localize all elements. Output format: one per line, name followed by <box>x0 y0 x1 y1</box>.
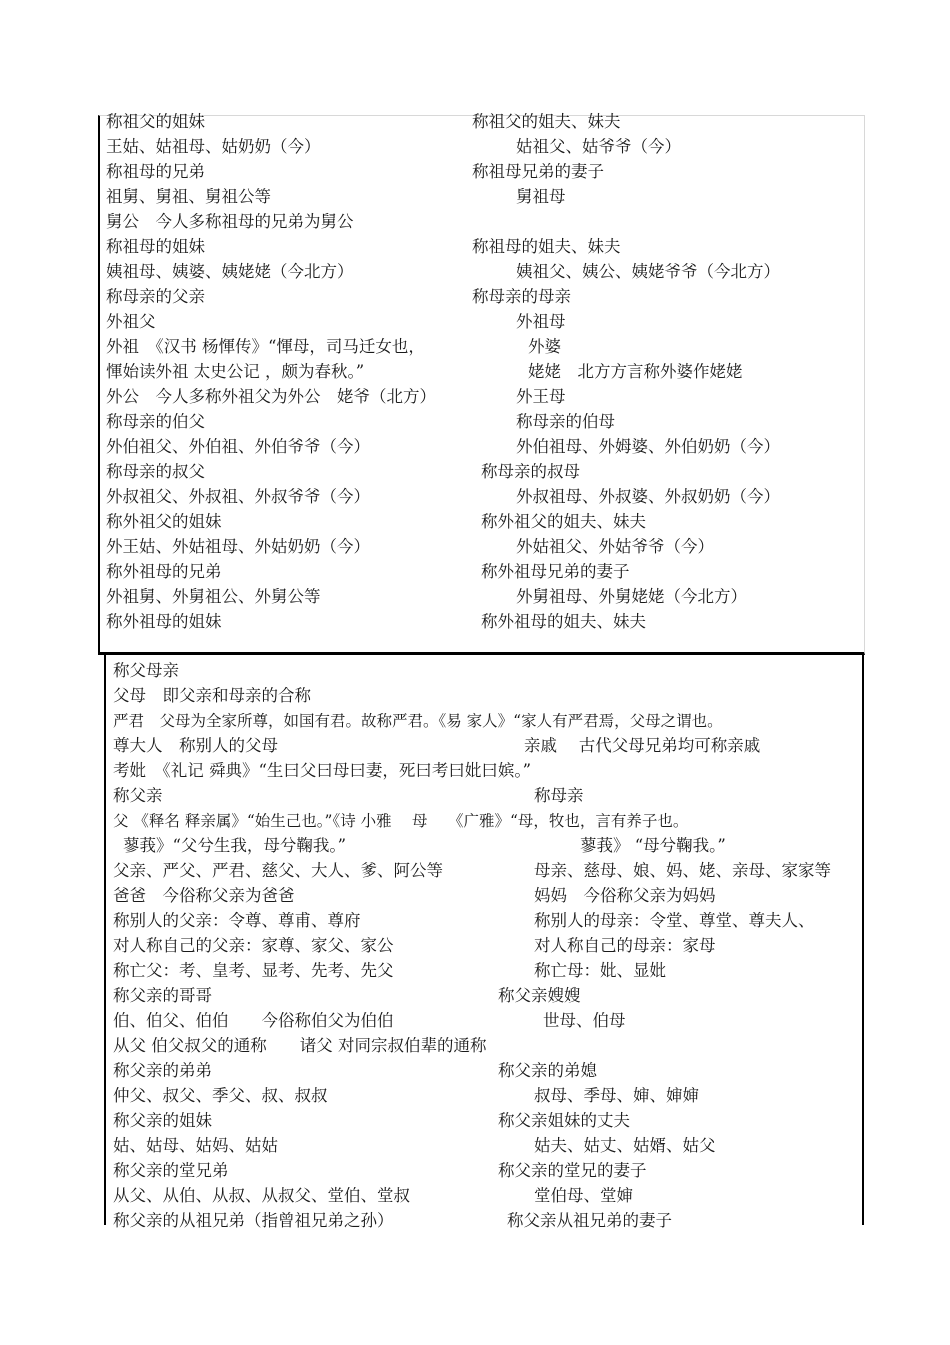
text-line: 称祖母的兄弟 <box>106 162 205 181</box>
text-line: 称祖母兄弟的妻子 <box>472 162 604 181</box>
text-line: 称父亲的堂兄弟 <box>113 1161 229 1180</box>
text-line: 称父亲的姐妹 <box>113 1111 212 1130</box>
text-line: 蓼莪》 “母兮鞠我。” <box>580 836 726 855</box>
text-line: 称父亲的哥哥 <box>113 986 212 1005</box>
text-line: 外祖母 <box>516 312 566 331</box>
text-line: 外王母 <box>516 387 566 406</box>
text-line: 称母亲的叔母 <box>481 462 580 481</box>
text-line: 祖舅、舅祖、舅祖公等 <box>106 187 271 206</box>
text-line: 姨祖父、姨公、姨姥爷爷（今北方） <box>516 262 780 281</box>
text-line: 考妣 《礼记 舜典》“生曰父曰母曰妻，死曰考曰妣曰嫔。” <box>113 761 532 780</box>
text-line: 舅祖母 <box>516 187 566 206</box>
text-line: 称父亲的弟媳 <box>498 1061 597 1080</box>
text-line: 惲始读外祖 太史公记 ，颇为春秋。” <box>106 362 365 381</box>
text-line: 称外祖母的姐夫、妹夫 <box>481 612 646 631</box>
text-line: 仲父、叔父、季父、叔、叔叔 <box>113 1086 328 1105</box>
text-line: 称父亲的弟弟 <box>113 1061 212 1080</box>
text-line: 妈妈 今俗称父亲为妈妈 <box>534 886 716 905</box>
text-line: 蓼莪》“父兮生我，母兮鞠我。” <box>123 836 347 855</box>
text-line: 亲戚 古代父母兄弟均可称亲戚 <box>524 736 761 755</box>
text-line: 称外祖母的兄弟 <box>106 562 222 581</box>
text-line: 爸爸 今俗称父亲为爸爸 <box>113 886 295 905</box>
text-line: 外叔祖母、外叔婆、外叔奶奶（今） <box>516 487 780 506</box>
text-line: 称外祖父的姐妹 <box>106 512 222 531</box>
text-line: 称母亲的叔父 <box>106 462 205 481</box>
text-line: 称父亲从祖兄弟的妻子 <box>507 1211 672 1230</box>
text-line: 称外祖母兄弟的妻子 <box>481 562 630 581</box>
text-line: 外叔祖父、外叔祖、外叔爷爷（今） <box>106 487 370 506</box>
text-line: 外舅祖母、外舅姥姥（今北方） <box>516 587 747 606</box>
text-line: 世母、伯母 <box>543 1011 626 1030</box>
text-line: 外祖父 <box>106 312 156 331</box>
text-line: 尊大人 称别人的父母 <box>113 736 278 755</box>
text-line: 姑夫、姑丈、姑婿、姑父 <box>534 1136 716 1155</box>
text-line: 堂伯母、堂婶 <box>534 1186 633 1205</box>
text-line: 称外祖母的姐妹 <box>106 612 222 631</box>
text-line: 称父亲姐妹的丈夫 <box>498 1111 630 1130</box>
text-line: 称母亲 <box>534 786 584 805</box>
text-line: 称父亲的堂兄的妻子 <box>498 1161 647 1180</box>
text-line: 外公 今人多称外祖父为外公 姥爷（北方） <box>106 387 436 406</box>
text-line: 对人称自己的父亲：家尊、家父、家公 <box>113 936 394 955</box>
text-line: 称别人的母亲：令堂、尊堂、尊夫人、 <box>534 911 815 930</box>
text-line: 姥姥 北方方言称外婆作姥姥 <box>528 362 743 381</box>
text-line: 王姑、姑祖母、姑奶奶（今） <box>106 137 321 156</box>
text-line: 称母亲的伯母 <box>516 412 615 431</box>
text-line: 外婆 <box>528 337 561 356</box>
text-line: 称亡母：妣、显妣 <box>534 961 666 980</box>
text-line: 称父母亲 <box>113 661 179 680</box>
text-line: 称祖母的姐夫、妹夫 <box>472 237 621 256</box>
text-line: 称母亲的伯父 <box>106 412 205 431</box>
text-line: 舅公 今人多称祖母的兄弟为舅公 <box>106 212 354 231</box>
text-line: 称祖父的姐夫、妹夫 <box>472 112 621 131</box>
text-line: 伯、伯父、伯伯 今俗称伯父为伯伯 <box>113 1011 394 1030</box>
text-line: 称父亲 <box>113 786 163 805</box>
text-line: 称祖母的姐妹 <box>106 237 205 256</box>
text-line: 姨祖母、姨婆、姨姥姥（今北方） <box>106 262 354 281</box>
text-line: 姑、姑母、姑妈、姑姑 <box>113 1136 278 1155</box>
text-line: 从父、从伯、从叔、从叔父、堂伯、堂叔 <box>113 1186 410 1205</box>
text-line: 外祖舅、外舅祖公、外舅公等 <box>106 587 321 606</box>
text-line: 对人称自己的母亲：家母 <box>534 936 716 955</box>
text-line: 称父亲嫂嫂 <box>498 986 581 1005</box>
text-line: 称母亲的父亲 <box>106 287 205 306</box>
text-line: 称母亲的母亲 <box>472 287 571 306</box>
text-line: 称外祖父的姐夫、妹夫 <box>481 512 646 531</box>
text-line: 从父 伯父叔父的通称 诸父 对同宗叔伯辈的通称 <box>113 1036 487 1055</box>
text-line: 严君 父母为全家所尊，如国有君。故称严君。《易 家人》“家人有严君焉，父母之谓也。 <box>113 712 723 730</box>
text-line: 母亲、慈母、娘、妈、姥、亲母、家家等 <box>534 861 831 880</box>
text-line: 称父亲的从祖兄弟（指曾祖兄弟之孙） <box>113 1211 394 1230</box>
text-line: 外祖 《汉书 杨惲传》“惲母，司马迁女也， <box>106 337 425 356</box>
text-line: 父母 即父亲和母亲的合称 <box>113 686 311 705</box>
text-line: 外伯祖母、外姆婆、外伯奶奶（今） <box>516 437 780 456</box>
text-line: 称别人的父亲：令尊、尊甫、尊府 <box>113 911 361 930</box>
text-line: 叔母、季母、婶、婶婶 <box>534 1086 699 1105</box>
text-line: 外王姑、外姑祖母、外姑奶奶（今） <box>106 537 370 556</box>
text-line: 父 《释名 释亲属》“始生己也。”《诗 小雅 母 《广雅》“母，牧也，言有养子也。 <box>113 812 689 830</box>
text-line: 外伯祖父、外伯祖、外伯爷爷（今） <box>106 437 370 456</box>
text-line: 称亡父：考、皇考、显考、先考、先父 <box>113 961 394 980</box>
text-line: 称祖父的姐妹 <box>106 112 205 131</box>
text-line: 父亲、严父、严君、慈父、大人、爹、阿公等 <box>113 861 443 880</box>
text-line: 外姑祖父、外姑爷爷（今） <box>516 537 714 556</box>
text-line: 姑祖父、姑爷爷（今） <box>516 137 681 156</box>
